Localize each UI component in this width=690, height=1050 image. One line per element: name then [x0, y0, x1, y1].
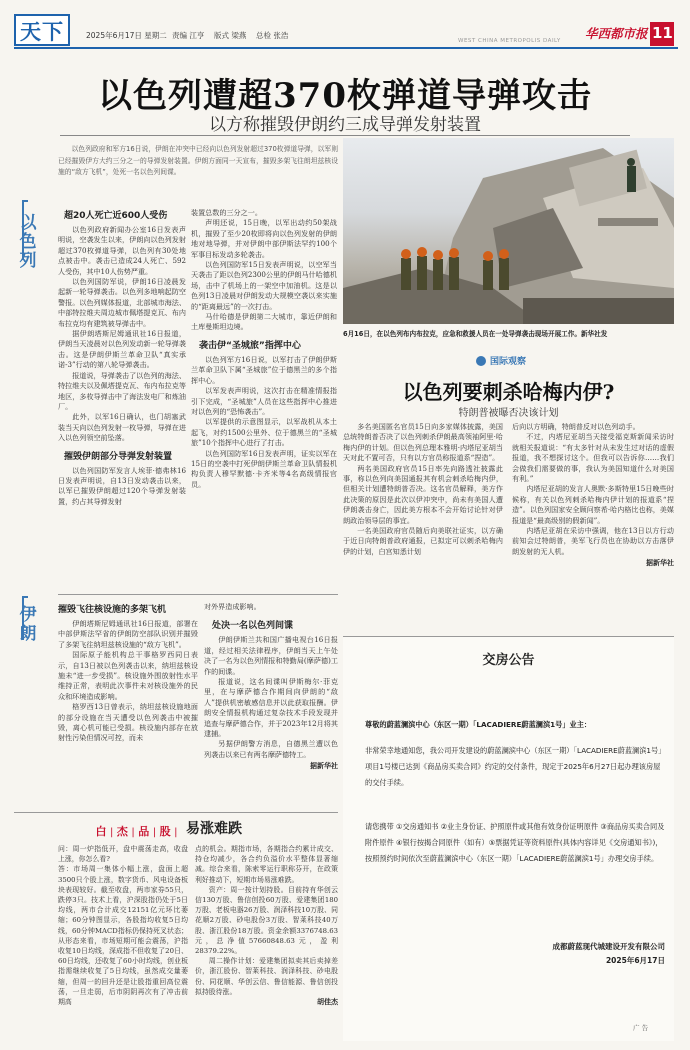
- iran-col2-p2: 报道说，这名间谍叫伊斯梅尔·菲克里，在与摩萨德合作期间向伊朗的“敌人”提供机密敏感信息并以此获取报酬。伊朗安全情报机构通过复杂技术手段发现并追查与摩萨德合作，并于2023年12月将其逮捕。: [204, 677, 338, 739]
- iran-credit: 据新华社: [310, 762, 338, 771]
- news-photo: [343, 138, 674, 324]
- column-tag: 品: [138, 825, 150, 838]
- lead-summary: [58, 144, 338, 179]
- iran-col2-p3: 另据伊朗警方消息，自德黑兰遭以色列袭击以来已有两名摩萨德特工。: [204, 739, 338, 759]
- feature-col2-p1: 后向以方明确，特朗普反对以色列动手。: [512, 422, 640, 431]
- israel-col1-p1: 以色列政府新闻办公室16日发表声明说，空袭发生以来，伊朗向以色列发射超过370枚弹道导弹，以色列有30处地点被击中。袭击已造成24人死亡、592人受伤，其中10人伤势严重。: [58, 225, 186, 276]
- iran-col1-p3: 格罗西13日曾表示，纳坦兹核设施地面的部分设施在当天遭受以色列袭击中被摧毁，离心机可能已受损。核设施内部存在放射性污染但情况可控，而未: [58, 702, 198, 743]
- iran-col2-p1: 伊朗伊斯兰共和国广播电视台16日报道，经过相关法律程序，伊朗当天上午处决了一名为以色列情报和特勤局(摩萨德)工作的间谍。: [204, 635, 338, 676]
- column-tag-sep: |: [131, 827, 135, 838]
- notice-ad: [343, 636, 674, 1041]
- column-rule: [14, 812, 338, 813]
- headline-rule: [60, 135, 630, 136]
- iran-col2a-p1: 对外界造成影响。: [204, 602, 261, 611]
- iran-col2: [204, 602, 338, 771]
- notice-para1: 非常荣幸地通知您，我公司开发建设的蔚蓝澜滨中心（东区一期）「LACADIERE蔚蓝澜滨1号」项目1号楼已达到《商品房买卖合同》约定的交付条件，现定于2025年6月27日起办理该房屋的交付手续。: [365, 746, 662, 787]
- israel-col2: [191, 208, 337, 490]
- main-subheadline: 以方称摧毁伊朗约三成导弹发射装置: [209, 115, 481, 135]
- section-name: 天下: [20, 20, 64, 44]
- column-tag-sep: |: [110, 827, 114, 838]
- israel-col2-p1: 装置总数的三分之一。: [191, 208, 262, 217]
- column-tag: 杰: [116, 825, 128, 838]
- israel-col2b-p3: 以军提供的示意图显示，以军战机从本土起飞，对约1500公里外、位于德黑兰的“圣城旅”10个指挥中心进行了打击。: [191, 417, 337, 448]
- main-headline: 以色列遭超370枚弹道导弹攻击: [98, 76, 592, 116]
- feature-col1: [343, 422, 503, 557]
- column-col2-p3: 周二操作计划：爱建集团拟卖其后卖掉差价，浙江股份、智莱科技、润泽科技、砂电股份、同花顺、华创云信、鲁信能源、鲁信创投拟持股待涨。: [195, 957, 338, 996]
- feature-col1-p1: 多名美国匿名官员15日向多家媒体披露，美国总统特朗普否决了以色列刺杀伊朗最高领袖阿里·哈梅内伊的计划。但以色列总理本雅明·内塔尼亚胡当天对此不置可否，只有以方官员称报道系“捏造”。: [343, 422, 503, 463]
- issue-date: 2025年6月17日 星期二: [86, 31, 167, 40]
- israel-subhead-quds: 袭击伊“圣城旅”指挥中心: [199, 340, 301, 351]
- column-tag: 股: [159, 825, 171, 838]
- iran-col1: [58, 602, 198, 744]
- israel-col2b-p1: 以色列军方16日说，以军打击了伊朗伊斯兰革命卫队下属“圣城旅”位于德黑兰的多个指挥中心。: [191, 354, 337, 385]
- ad-marker: 广 告: [633, 1024, 649, 1032]
- photo-caption: 6月16日，在以色列布内布拉克，应急和救援人员在一处导弹袭击现场开展工作。新华社发: [343, 330, 608, 338]
- page-number: 11: [652, 24, 673, 42]
- notice-title: 交房公告: [482, 653, 535, 668]
- israel-col1: [58, 208, 186, 507]
- israel-col2-p2: 声明还说，15日晚，以军出动约50架战机，摧毁了至少20枚即将向以色列发射的伊朗地对地导弹，并对伊朗中部伊斯法罕约100个军事目标发动多轮袭击。: [191, 218, 337, 259]
- column-tags: [92, 820, 178, 836]
- iran-col1-p1: 伊朗塔斯尼姆通讯社16日报道，部署在中部伊斯法罕省的伊朗防空部队识别并摧毁了多架飞往纳坦兹核设施的“敌方飞机”。: [58, 619, 198, 649]
- israel-col2b-p2: 以军发表声明说，这次打击在精准情报指引下完成，“圣城旅”人员在这些指挥中心推进对以色列的“恐怖袭击”。: [191, 386, 337, 416]
- feature-col1-p2: 两名美国政府官员15日率先向路透社披露此事，称以色列向美国通报其有机会刺杀哈梅内伊，但相关计划遭特朗普否决。这名官员解释，美方作此决策的原因是此次以伊冲突中，尚未有美国人遭伊朗袭击身亡，因此美方根本不会开始讨论针对伊朗政治领导层的事宜。: [343, 463, 503, 525]
- section-divider: [58, 594, 338, 595]
- brand-english: WEST CHINA METROPOLIS DAILY: [458, 38, 561, 44]
- page-header: [0, 0, 690, 48]
- rubble-scene-graphic: [343, 138, 674, 324]
- column-col2: [195, 844, 338, 1007]
- iran-col1-p2: 国际原子能机构总干事格罗西同日表示，自13日被以色列袭击以来，纳坦兹核设施未“进一步受损”。核设施外围放射性水平维持正常，表明此次事件未对核设施外的民众和环境造成影响。: [58, 650, 198, 701]
- column-title: 易涨难跌: [186, 821, 242, 837]
- israel-section-label: 以色列: [19, 213, 37, 271]
- designer-credit: 版式 梁燕: [214, 31, 247, 40]
- column-question: 问：周一炉指低开，盘中震荡走高，收盘上涨，你怎么看?: [58, 845, 188, 864]
- column-tag-sep: |: [174, 827, 178, 838]
- notice-para2: 请您携带 ①交房通知书 ②业主身份证、护照原件或其他有效身份证明原件 ③商品房买卖合同及附件原件 ④银行按揭合同原件（如有）⑤票据凭证等资料原件(具体内容详见《交房通知书》)，按照预约时间依次至蔚蓝澜滨中心（东区一期）「LACADIERE蔚蓝澜滨1号」办理交房手续。: [365, 822, 665, 863]
- feature-kicker: 国际观察: [490, 357, 527, 367]
- feature-kicker-dot: [476, 356, 486, 366]
- brand-logo: 华西都市报: [585, 26, 648, 41]
- column-answer: 答：市场周一集体小幅上涨，盘面上超3500只个股上涨，数字货币、风电设备板块表现较好。截至收盘，两市家券55只，跌停3只。技术上看，沪深股指仍处于5日均线，两市合计成交12151亿元环比萎缩；60分钟图显示，各股指均收复5日均线，60分钟MACD指标仍保持死叉状态；从形态来看，市场短期可能会震荡，沪指收复10日均线，深成指不但收复了20日、60日均线，还收复了60小时均线，创业板指需继续收复了5日均线，虽然成交量萎缩，但周一的回升还是让股指重回高位震荡，一旦走弱，后市阴阴再次有了冲击前期高: [58, 865, 188, 1007]
- notice-date: 2025年6月17日: [605, 956, 665, 965]
- iran-section-label: 伊朗: [19, 605, 37, 644]
- israel-col1-p5: 此外，以军16日确认，也门胡塞武装当天向以色列发射一枚导弹，导弹在进入以色列领空前坠落。: [58, 412, 186, 443]
- israel-subhead-casualties: 超20人死亡近600人受伤: [64, 211, 168, 221]
- israel-col1b-p1: 以色列国防军发言人埃菲·德弗林16日发表声明说，自13日发动袭击以来，以军已摧毁伊朗超过120个导弹发射装置，约占其导弹发射: [58, 465, 186, 506]
- iran-subhead-execution: 处决一名以色列间谍: [212, 621, 294, 632]
- israel-col2-p3: 以色列国防军15日发表声明说，以空军当天袭击了距以色列2300公里的伊朗马什哈德机场，击中了机场上的一架空中加油机。这是以色列13日凌晨对伊朗发动大规模空袭以来实施的“距离最远”的一次打击。: [191, 260, 337, 311]
- column-tag-sep: |: [152, 827, 157, 838]
- feature-headline: 以色列要刺杀哈梅内伊?: [402, 380, 615, 404]
- column-col2-p2: 资产：周一按计划持股。目前持有华创云信130万股、鲁信创投60万股、爱建集团180万股、老板电器26万股、润泽科技10万股、同花顺2万股、砂电股份3万股、智莱科技40万股、浙江股份18万股。资金余额337674​8.63元，总净值57660848.63元，盈利28379.22%。: [195, 885, 338, 956]
- israel-col1-p2: 以色列国防军说，伊朗16日凌晨发起新一轮导弹袭击。以色列多地响起防空警报。以色列媒体报道，北部城市海法、中部特拉维夫周边城市佩塔提克瓦、布内布拉克均有建筑被导弹击中。: [58, 277, 186, 328]
- column-col1: [58, 844, 188, 1007]
- notice-addressee: 尊敬的蔚蓝澜滨中心（东区一期）「LACADIERE蔚蓝澜滨1号」业主：: [365, 720, 592, 729]
- column-col2-p1: 点的机会。期指市场，各期指合约累计成交、持仓均减少，各合约负溢价水平整体显著缩减。综合来看，陈索零运行职称芬开，在政策利好推动下，短期市场易涨难跌。: [195, 845, 338, 884]
- feature-credit: 据新华社: [646, 559, 674, 568]
- feature-col1-p3: 一名美国政府官员随后向美联社证实，以方确于近日向特朗普政府通报，已拟定可以刺杀哈梅内伊的计划，白宫知悉计划: [343, 526, 503, 556]
- column-tag: 白: [95, 825, 107, 838]
- feature-col2-p2: 不过，内塔尼亚胡当天接受福克斯新闻采访时就相关报道说：“有太多针对从未发生过对话的虚假报道，我不想探讨这个。但我可以告诉你……我们会做我们需要做的事，我认为美国知道什么对美国有利。”: [512, 432, 674, 484]
- feature-col2: [512, 422, 674, 568]
- column-author: 胡佳杰: [317, 998, 338, 1007]
- editor-credit: 责编 江亨: [172, 31, 205, 40]
- feature-subheadline: 特朗普被曝否决该计划: [458, 408, 559, 419]
- israel-col2-p4: 马什哈德是伊朗第二大城市，靠近伊朗和土库曼斯坦边境。: [191, 312, 337, 332]
- iran-subhead-aircraft: 摧毁飞往核设施的多架飞机: [58, 605, 167, 615]
- feature-col2-p3: 内塔尼亚胡的发言人奥默·多斯特里15日晚些时候称，有关以色列刺杀哈梅内伊计划的报道系“捏造”。以色列国家安全顾问察希·哈内格比也称，美媒报道是“最高级别的假新闻”。: [512, 484, 674, 525]
- lead-summary-text: 以色列政府和军方16日说，伊朗在冲突中已经向以色列发射超过370枚弹道导弹，以军则已经摧毁伊方大约三分之一的导弹发射装置。伊朗方面同一天宣布，摧毁多架飞往朗坦兹核设施的“敌方飞机”，处死一名以色列间谍。: [58, 145, 338, 176]
- israel-col1-p4: 报道说，导弹袭击了以色列的海法、特拉维夫以及佩塔提克瓦、布内布拉克等地区，多枚导弹击中了海法发电厂和炼油厂。: [58, 370, 186, 411]
- israel-col2b-p4: 以色列国防军16日发表声明，证实以军在15日的空袭中打死伊朗伊斯兰革命卫队情报机构负责人穆罕默德·卡齐米等4名高级情报官员。: [191, 448, 337, 489]
- israel-subhead-launchers: 摧毁伊朗部分导弹发射装置: [64, 451, 173, 462]
- checker-credit: 总检 张浩: [256, 31, 289, 40]
- feature-col2-p4: 内塔尼亚胡在采访中强调，他在13日以方行动前知会过特朗普，美军飞行员也在协助以方击落伊朗发射的无人机。: [512, 526, 674, 556]
- header-rule: [14, 47, 678, 49]
- notice-company: 成都蔚蓝现代城建设开发有限公司: [552, 942, 665, 951]
- israel-col1-p3: 据伊朗塔斯尼姆通讯社16日报道，伊朗当天凌晨对以色列发动新一轮导弹袭击。这是伊朗伊斯兰革命卫队“真实承诺-3”行动的第八轮导弹袭击。: [58, 329, 186, 370]
